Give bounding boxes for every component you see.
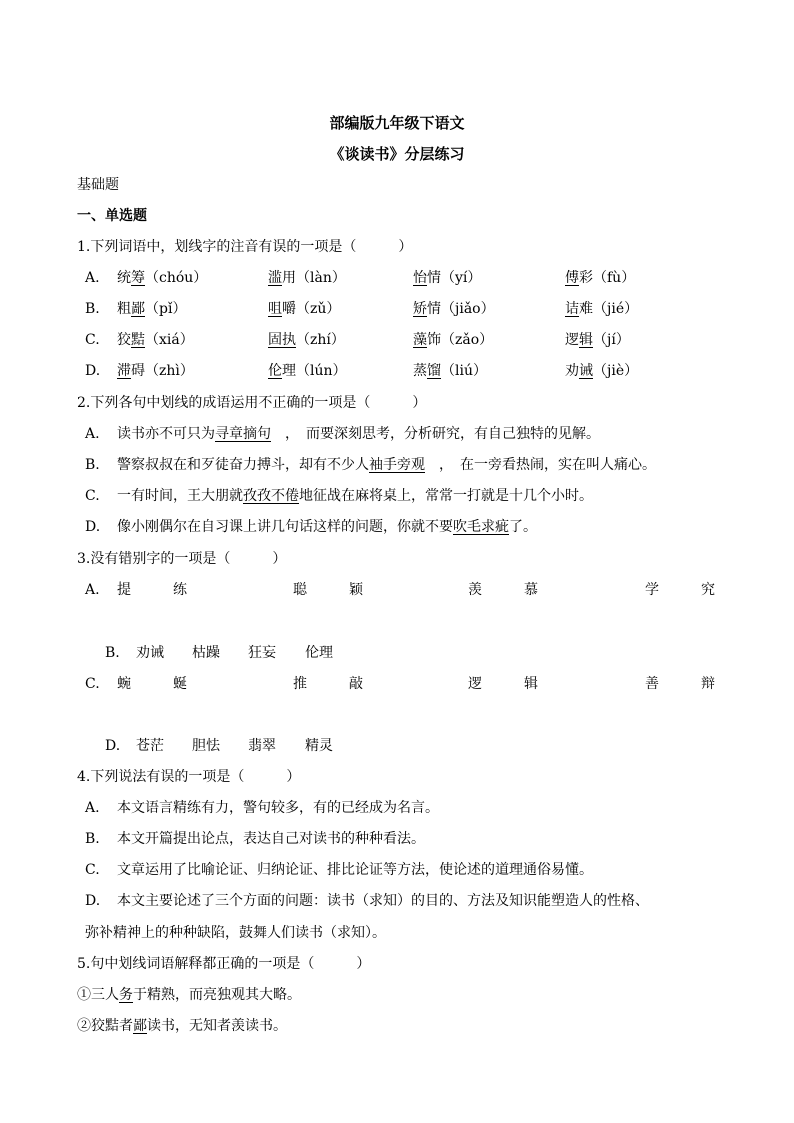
option-letter: A. xyxy=(85,270,100,286)
question-3-stem: 3.没有错别字的一项是（ ） xyxy=(77,551,287,567)
question-2-stem: 2.下列各句中划线的成语运用不正确的一项是（ ） xyxy=(77,395,427,411)
text-segment: （jí） xyxy=(593,332,630,348)
underlined-text: 鄙 xyxy=(133,1018,147,1034)
option-word xyxy=(413,268,481,288)
option-word xyxy=(117,299,186,319)
option-word xyxy=(268,268,346,288)
option-sentence: 文章运用了比喻论证、归纳论证、排比论证等方法，使论述的道理通俗易懂。 xyxy=(117,862,593,878)
text-segment: （jiè） xyxy=(593,363,639,379)
option-char: 善 xyxy=(645,676,659,692)
option-word xyxy=(117,361,194,381)
question-1-stem: 1.下列词语中，划线字的注音有误的一项是（ ） xyxy=(77,239,413,255)
underlined-text: 孜孜不倦 xyxy=(243,488,299,504)
option-word xyxy=(268,330,345,350)
option-word xyxy=(117,330,194,350)
option-sentence: 本文主要论述了三个方面的问题：读书（求知）的目的、方法及知识能塑造人的性格、 xyxy=(117,893,649,909)
underlined-text: 傅 xyxy=(565,270,579,286)
option-char: 辑 xyxy=(524,676,538,692)
underlined-text: 咀 xyxy=(268,301,282,317)
option-char: 精灵 xyxy=(305,738,333,754)
option-sentence: 本文开篇提出论点，表达自己对读书的种种看法。 xyxy=(117,831,425,847)
underlined-text: 筹 xyxy=(131,270,145,286)
text-segment: 于精熟，而亮独观其大略。 xyxy=(133,987,301,1003)
option-letter: D. xyxy=(85,519,101,535)
option-char: 敲 xyxy=(349,676,363,692)
option-word xyxy=(565,330,630,350)
text-segment: 蒸 xyxy=(413,363,427,379)
option-letter: A. xyxy=(85,582,100,598)
underlined-text: 袖手旁观 xyxy=(369,457,425,473)
option-char: 提 xyxy=(117,582,131,598)
text-segment: 情（yí） xyxy=(427,270,482,286)
option-char: 劝诫 xyxy=(136,645,164,661)
text-segment: ①三人 xyxy=(77,987,119,1003)
question-4-stem: 4.下列说法有误的一项是（ ） xyxy=(77,769,301,785)
underlined-text: 务 xyxy=(119,987,133,1003)
underlined-text: 寻章摘句 xyxy=(215,426,271,442)
underlined-text: 滞 xyxy=(117,363,131,379)
option-word xyxy=(413,299,495,319)
text-segment: 逻 xyxy=(565,332,579,348)
text-segment: ， 而要深刻思考，分析研究，有自己独特的见解。 xyxy=(271,426,600,442)
option-sentence xyxy=(117,455,656,475)
text-segment: 读书，无知者羡读书。 xyxy=(147,1018,287,1034)
option-char: 辩 xyxy=(701,676,715,692)
option-letter: C. xyxy=(85,488,100,504)
option-letter: B. xyxy=(85,831,100,847)
text-segment: 难（jié） xyxy=(579,301,639,317)
option-letter: A. xyxy=(85,426,100,442)
statement-line xyxy=(77,1016,287,1036)
option-sentence xyxy=(117,424,600,444)
text-segment: （liú） xyxy=(441,363,487,379)
text-segment: （chóu） xyxy=(145,270,208,286)
underlined-text: 诘 xyxy=(565,301,579,317)
option-word xyxy=(413,330,493,350)
option-letter: C. xyxy=(85,676,100,692)
text-segment: 统 xyxy=(117,270,131,286)
text-segment: 嚼（zǔ） xyxy=(282,301,341,317)
text-segment: 狡 xyxy=(117,332,131,348)
text-segment: 像小刚偶尔在自习课上讲几句话这样的问题，你就不要 xyxy=(117,519,453,535)
option-char: 蜿 xyxy=(117,676,131,692)
underlined-text: 固执 xyxy=(268,332,296,348)
option-letter: C. xyxy=(85,332,100,348)
option-char: 蜒 xyxy=(173,676,187,692)
section-level: 基础题 xyxy=(77,177,119,193)
option-word xyxy=(117,268,207,288)
option-char: 伦理 xyxy=(305,645,333,661)
option-letter: D. xyxy=(85,363,101,379)
text-segment: 劝 xyxy=(565,363,579,379)
underlined-text: 黠 xyxy=(131,332,145,348)
option-char: 慕 xyxy=(524,582,538,598)
text-segment: 饰（zǎo） xyxy=(427,332,494,348)
page-title: 部编版九年级下语文 xyxy=(329,114,465,132)
text-segment: （zhí） xyxy=(296,332,345,348)
text-segment: （pǐ） xyxy=(145,301,187,317)
option-char: 推 xyxy=(293,676,307,692)
option-letter: C. xyxy=(85,862,100,878)
option-word xyxy=(268,361,347,381)
option-char: 聪 xyxy=(293,582,307,598)
option-char: 颖 xyxy=(349,582,363,598)
text-segment: 情（jiǎo） xyxy=(427,301,495,317)
underlined-text: 伦 xyxy=(268,363,282,379)
option-letter: D. xyxy=(85,893,101,909)
section-heading: 一、单选题 xyxy=(77,208,147,224)
question-5-stem: 5.句中划线词语解释都正确的一项是（ ） xyxy=(77,956,371,972)
text-segment: 地征战在麻将桌上，常常一打就是十几个小时。 xyxy=(299,488,593,504)
option-char: 翡翠 xyxy=(248,738,276,754)
text-segment: 彩（fù） xyxy=(579,270,636,286)
option-sentence: 本文语言精练有力，警句较多，有的已经成为名言。 xyxy=(117,800,439,816)
option-char: 胆怯 xyxy=(192,738,220,754)
text-segment: ②狡黠者 xyxy=(77,1018,133,1034)
question-4-continuation: 弥补精神上的种种缺陷，鼓舞人们读书（求知）。 xyxy=(85,925,386,941)
underlined-text: 吹毛求疵 xyxy=(453,519,509,535)
option-word xyxy=(565,299,638,319)
underlined-text: 藻 xyxy=(413,332,427,348)
option-char: 狂妄 xyxy=(248,645,276,661)
underlined-text: 辑 xyxy=(579,332,593,348)
option-char: 苍茫 xyxy=(136,738,164,754)
option-letter: A. xyxy=(85,800,100,816)
text-segment: 警察叔叔在和歹徒奋力搏斗，却有不少人 xyxy=(117,457,369,473)
underlined-text: 矫 xyxy=(413,301,427,317)
option-letter: B. xyxy=(105,645,120,661)
text-segment: ， 在一旁看热闹，实在叫人痛心。 xyxy=(425,457,656,473)
text-segment: 粗 xyxy=(117,301,131,317)
option-word xyxy=(565,361,638,381)
option-char: 练 xyxy=(173,582,187,598)
option-letter: B. xyxy=(85,457,100,473)
option-word xyxy=(565,268,635,288)
option-sentence xyxy=(117,517,537,537)
option-char: 枯躁 xyxy=(192,645,220,661)
option-word xyxy=(268,299,340,319)
option-sentence xyxy=(117,486,593,506)
page-subtitle: 《谈读书》分层练习 xyxy=(329,145,465,163)
statement-line xyxy=(77,985,301,1005)
underlined-text: 鄙 xyxy=(131,301,145,317)
option-letter: B. xyxy=(85,301,100,317)
text-segment: 一有时间，王大朋就 xyxy=(117,488,243,504)
text-segment: 了。 xyxy=(509,519,537,535)
option-char: 学 xyxy=(645,582,659,598)
text-segment: 用（làn） xyxy=(282,270,346,286)
option-word xyxy=(413,361,487,381)
text-segment: 碍（zhì） xyxy=(131,363,194,379)
underlined-text: 滥 xyxy=(268,270,282,286)
underlined-text: 诫 xyxy=(579,363,593,379)
underlined-text: 怡 xyxy=(413,270,427,286)
option-char: 羡 xyxy=(468,582,482,598)
text-segment: 理（lún） xyxy=(282,363,347,379)
option-letter: D. xyxy=(105,738,121,754)
underlined-text: 馏 xyxy=(427,363,441,379)
text-segment: （xiá） xyxy=(145,332,194,348)
text-segment: 读书亦不可只为 xyxy=(117,426,215,442)
option-char: 究 xyxy=(701,582,715,598)
option-char: 逻 xyxy=(468,676,482,692)
